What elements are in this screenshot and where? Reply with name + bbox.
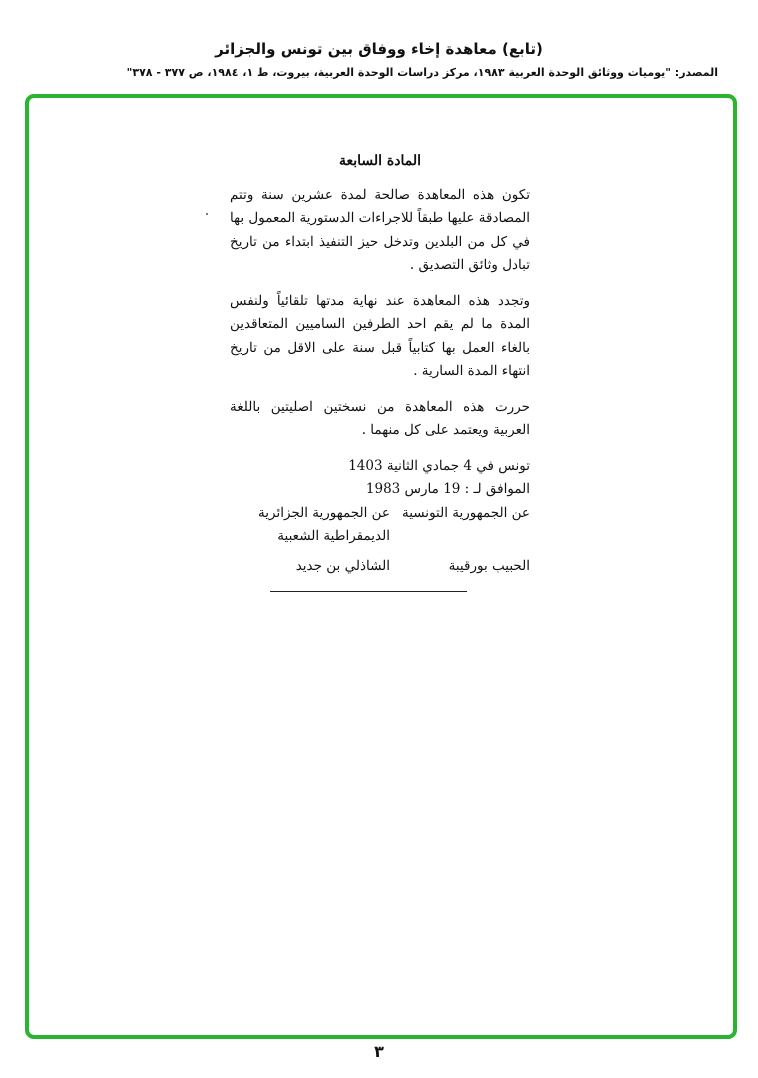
paragraph-validity: تكون هذه المعاهدة صالحة لمدة عشرين سنة وتتم المصادقة عليها طبقاً للاجراءات الدستورية المعمول بها في كل من البلدين وتدخل حيز التنفيذ ابتداء من تاريخ تبادل وثائق التصديق .: [230, 186, 530, 273]
article-heading: المادة السابعة: [338, 153, 422, 169]
tunisia-signatory-label: عن الجمهورية التونسية: [401, 504, 530, 521]
date-hijri: تونس في 4 جمادي الثانية 1403: [348, 457, 530, 474]
algeria-signatory-label: عن الجمهورية الجزائرية الديمقراطية الشعبية: [258, 504, 390, 544]
page-title: (تابع) معاهدة إخاء ووفاق بين تونس والجزائر: [215, 40, 543, 58]
date-gregorian: الموافق لـ : 19 مارس 1983: [365, 481, 530, 497]
page-number: ٣: [374, 1042, 384, 1061]
signatory-names: [230, 555, 530, 579]
document-body: [230, 150, 530, 578]
paragraph-copies: حررت هذه المعاهدة من نسختين اصليتين باللغة العربية ويعتمد على كل منهما .: [230, 398, 530, 438]
signatory-labels: [230, 502, 530, 549]
scan-speck: [206, 213, 208, 215]
paragraph-renewal: وتجدد هذه المعاهدة عند نهاية مدتها تلقائياً ولنفس المدة ما لم يقم احد الطرفين الساميين المتعاقدين بالغاء العمل بها كتابياً قبل سنة على الاقل من تاريخ انتهاء المدة السارية .: [230, 292, 530, 379]
tunisia-signatory-name: الحبيب بورقيبة: [448, 557, 530, 574]
source-citation: المصدر: "يوميات ووثائق الوحدة العربية ١٩٨٣، مركز دراسات الوحدة العربية، بيروت، ط ١، ١٩٨٤، ص ٣٧٧ - ٣٧٨": [126, 66, 718, 79]
end-rule: [270, 591, 467, 592]
algeria-signatory-name: الشاذلي بن جديد: [295, 557, 390, 574]
